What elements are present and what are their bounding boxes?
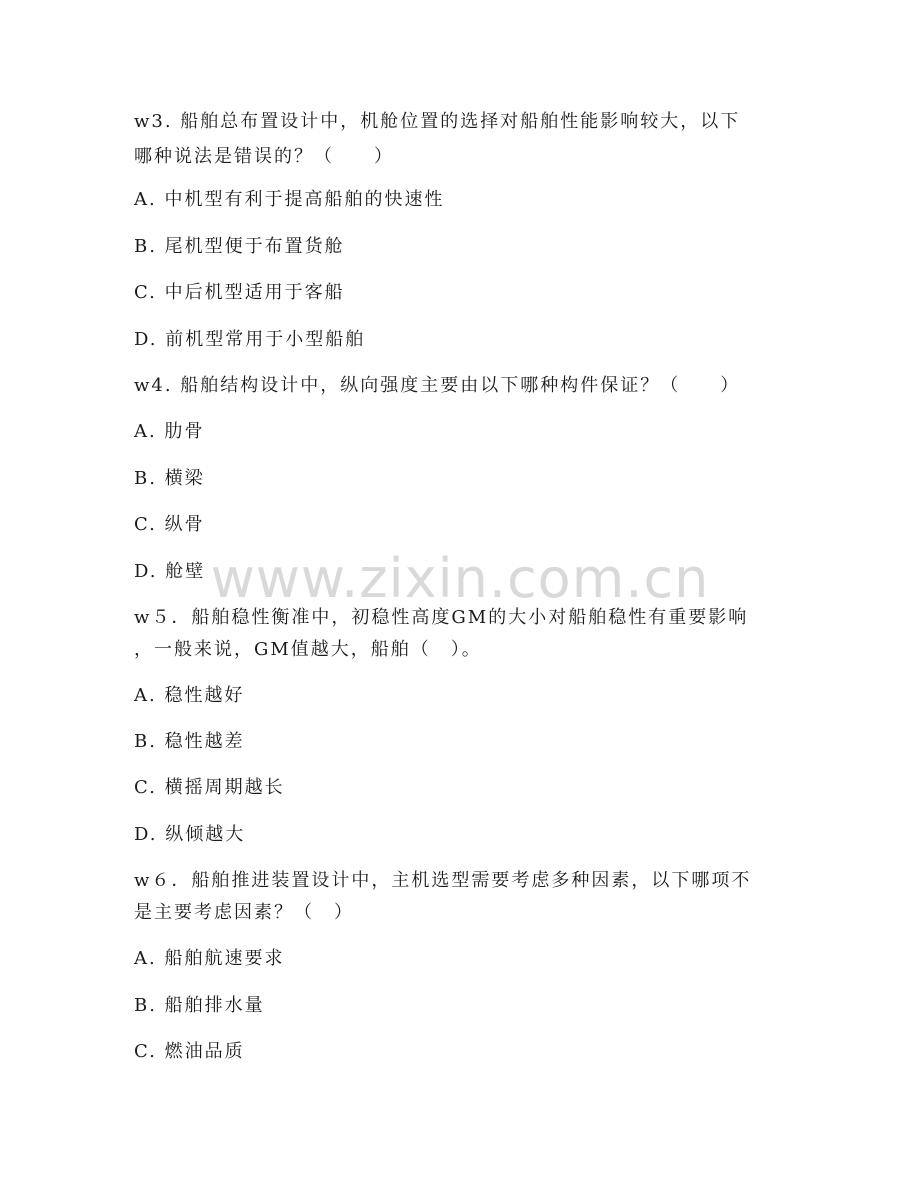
option-a: A. 肋骨 xyxy=(134,421,205,442)
question-stem-line: 哪种说法是错误的？（ ） xyxy=(134,146,394,167)
question-stem-line: w５．船舶稳性衡准中，初稳性高度GM的大小对船舶稳性有重要影响 xyxy=(134,607,749,628)
question-stem-line: w６．船舶推进装置设计中，主机选型需要考虑多种因素，以下哪项不 xyxy=(134,870,752,891)
watermark: www.zixin.com.cn xyxy=(210,547,710,610)
option-d: D. 前机型常用于小型船舶 xyxy=(134,329,366,350)
question-stem-line: w3. 船舶总布置设计中，机舱位置的选择对船舶性能影响较大，以下 xyxy=(134,111,741,132)
option-a: A. 船舶航速要求 xyxy=(134,948,285,969)
option-a: A. 稳性越好 xyxy=(134,685,245,706)
option-c: C. 横摇周期越长 xyxy=(134,777,285,798)
option-c: C. 中后机型适用于客船 xyxy=(134,282,345,303)
question-stem-line: w4. 船舶结构设计中，纵向强度主要由以下哪种构件保证？（ ） xyxy=(134,375,741,396)
option-c: C. 纵骨 xyxy=(134,514,205,535)
option-b: B. 船舶排水量 xyxy=(134,995,265,1016)
question-stem-line: ，一般来说，GM值越大，船舶（ ）。 xyxy=(134,639,482,660)
question-stem-line: 是主要考虑因素？（ ） xyxy=(134,902,354,923)
option-b: B. 横梁 xyxy=(134,468,205,489)
option-c: C. 燃油品质 xyxy=(134,1041,245,1062)
option-d: D. 舱壁 xyxy=(134,561,206,582)
option-a: A. 中机型有利于提高船舶的快速性 xyxy=(134,189,445,210)
option-d: D. 纵倾越大 xyxy=(134,824,246,845)
option-b: B. 稳性越差 xyxy=(134,731,245,752)
option-b: B. 尾机型便于布置货舱 xyxy=(134,236,345,257)
